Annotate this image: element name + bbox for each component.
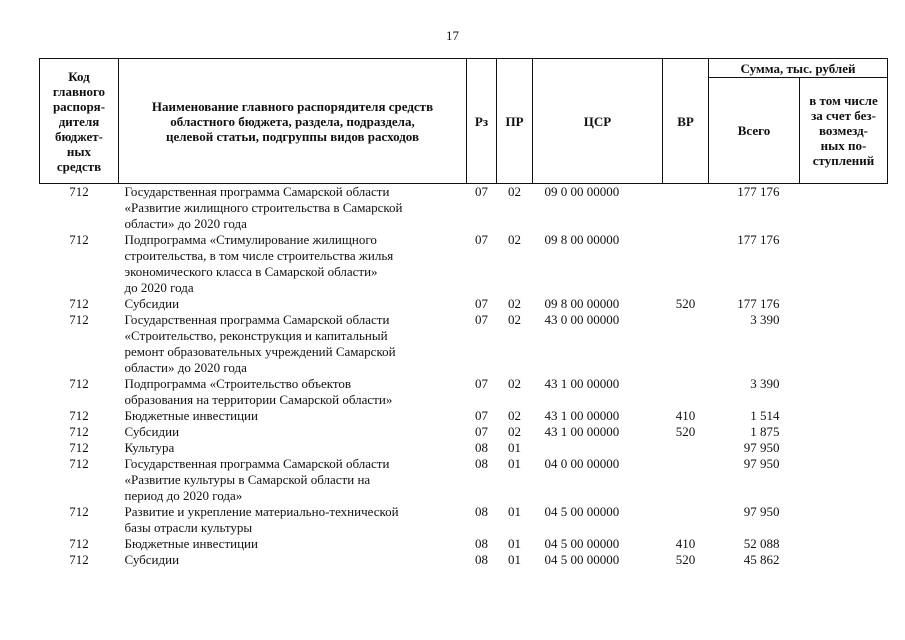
cell-vr: 410: [675, 408, 696, 423]
table-row: [40, 552, 888, 568]
header-name: [119, 59, 467, 184]
cell-name-line: Субсидии: [124, 424, 180, 439]
header-code-line: распоря-: [52, 98, 106, 114]
cell-total: 177 176: [737, 296, 780, 311]
cell-pr: 02: [508, 184, 521, 199]
header-name-line: целевой статьи, подгруппы видов расходов: [165, 128, 420, 144]
cell-code: 712: [69, 184, 89, 199]
cell-name-line: Культура: [124, 440, 175, 455]
cell-name-line: ремонт образовательных учреждений Самарской: [124, 344, 396, 359]
table-row: [40, 312, 888, 376]
cell-name-line: Государственная программа Самарской области: [124, 184, 390, 199]
cell-code: 712: [69, 376, 89, 391]
cell-csr: 04 0 00 00000: [544, 456, 620, 471]
cell-pr: 02: [508, 312, 521, 327]
page-number: 17: [446, 28, 459, 43]
header-total: Всего: [709, 78, 800, 184]
cell-name: [119, 504, 467, 536]
table-row: [40, 232, 888, 296]
cell-code: 712: [69, 440, 89, 455]
cell-csr: 09 0 00 00000: [544, 184, 620, 199]
table-row: [40, 408, 888, 424]
header-free-line: возмезд-: [819, 123, 868, 138]
cell-code: 712: [69, 552, 89, 567]
cell-pr: 02: [508, 232, 521, 247]
cell-pr: 02: [508, 296, 521, 311]
cell-csr: [533, 440, 663, 456]
header-pr: ПР: [497, 59, 533, 184]
cell-total: 1 875: [750, 424, 780, 439]
cell-name: [119, 232, 467, 296]
cell-code: 712: [69, 536, 89, 551]
cell-vr: [663, 440, 709, 456]
budget-table: [39, 58, 888, 568]
cell-name: [119, 456, 467, 504]
cell-free: [800, 408, 888, 424]
table-row: [40, 536, 888, 552]
cell-rz: 07: [475, 296, 488, 311]
cell-free: [800, 456, 888, 504]
cell-rz: 08: [475, 440, 488, 455]
cell-name-line: Бюджетные инвестиции: [124, 408, 258, 423]
cell-name-line: до 2020 года: [124, 280, 194, 295]
table-row: [40, 376, 888, 408]
header-code-line: средств: [56, 158, 102, 174]
table-row: [40, 424, 888, 440]
cell-name: [119, 184, 467, 233]
header-free-line: за счет без-: [811, 108, 876, 123]
cell-csr: 04 5 00 00000: [544, 504, 620, 519]
cell-free: [800, 504, 888, 536]
cell-name: [119, 408, 467, 424]
header-code-line: бюджет-: [54, 128, 103, 144]
cell-total: 97 950: [743, 504, 780, 519]
cell-pr: 02: [508, 408, 521, 423]
cell-free: [800, 552, 888, 568]
cell-name-line: строительства, в том числе строительства жилья: [124, 248, 394, 263]
cell-pr: 02: [508, 424, 521, 439]
cell-pr: 01: [508, 504, 521, 519]
cell-name-line: Подпрограмма «Строительство объектов: [124, 376, 352, 391]
cell-name-line: Субсидии: [124, 296, 180, 311]
header-name-line: Наименование главного распорядителя средств: [151, 98, 434, 114]
cell-csr: 04 5 00 00000: [544, 552, 620, 567]
cell-pr: 01: [508, 440, 521, 455]
header-free-line: в том числе: [809, 93, 878, 108]
cell-name-line: «Строительство, реконструкция и капитальный: [124, 328, 388, 343]
cell-csr: 43 1 00 00000: [544, 376, 620, 391]
cell-vr: [663, 504, 709, 536]
cell-code: 712: [69, 312, 89, 327]
cell-code: 712: [69, 504, 89, 519]
cell-rz: 08: [475, 536, 488, 551]
cell-name-line: Развитие и укрепление материально-технической: [124, 504, 399, 519]
cell-rz: 07: [475, 184, 488, 199]
cell-code: 712: [69, 408, 89, 423]
cell-name-line: Подпрограмма «Стимулирование жилищного: [124, 232, 377, 247]
cell-free: [800, 376, 888, 408]
cell-total: 97 950: [743, 440, 780, 455]
cell-free: [800, 296, 888, 312]
header-code-line: дителя: [58, 113, 100, 129]
cell-name-line: экономического класса в Самарской области»: [124, 264, 378, 279]
cell-name: [119, 552, 467, 568]
header-free: [800, 78, 888, 184]
cell-name-line: Субсидии: [124, 552, 180, 567]
cell-name: [119, 296, 467, 312]
header-sum: Сумма, тыс. рублей: [709, 59, 888, 78]
cell-code: 712: [69, 424, 89, 439]
header-free-line: ных по-: [820, 138, 867, 153]
cell-code: 712: [69, 296, 89, 311]
cell-name: [119, 536, 467, 552]
cell-csr: 43 1 00 00000: [544, 424, 620, 439]
cell-rz: 07: [475, 312, 488, 327]
cell-name-line: Государственная программа Самарской области: [124, 312, 390, 327]
cell-pr: 02: [508, 376, 521, 391]
header-code-line: главного: [52, 83, 106, 99]
cell-csr: 43 1 00 00000: [544, 408, 620, 423]
cell-rz: 08: [475, 456, 488, 471]
cell-name: [119, 440, 467, 456]
cell-total: 177 176: [737, 184, 780, 199]
cell-csr: 09 8 00 00000: [544, 232, 620, 247]
table-body: [40, 184, 888, 569]
cell-pr: 01: [508, 552, 521, 567]
header-free-line: ступлений: [812, 153, 875, 168]
cell-free: [800, 424, 888, 440]
cell-rz: 08: [475, 552, 488, 567]
cell-rz: 07: [475, 424, 488, 439]
cell-vr: [663, 376, 709, 408]
header-code: [40, 59, 119, 184]
cell-name-line: области» до 2020 года: [124, 360, 247, 375]
cell-total: 45 862: [743, 552, 780, 567]
cell-vr: 520: [675, 552, 696, 567]
cell-free: [800, 440, 888, 456]
table-row: [40, 504, 888, 536]
cell-total: 3 390: [750, 312, 780, 327]
cell-pr: 01: [508, 536, 521, 551]
cell-name-line: области» до 2020 года: [124, 216, 247, 231]
cell-total: 177 176: [737, 232, 780, 247]
table-row: [40, 296, 888, 312]
cell-rz: 07: [475, 408, 488, 423]
cell-rz: 08: [475, 504, 488, 519]
cell-pr: 01: [508, 456, 521, 471]
cell-total: 97 950: [743, 456, 780, 471]
cell-csr: 43 0 00 00000: [544, 312, 620, 327]
table-header: [40, 59, 888, 184]
cell-free: [800, 312, 888, 376]
cell-csr: 04 5 00 00000: [544, 536, 620, 551]
cell-vr: 520: [675, 424, 696, 439]
cell-name: [119, 424, 467, 440]
cell-rz: 07: [475, 232, 488, 247]
cell-vr: 410: [675, 536, 696, 551]
cell-rz: 07: [475, 376, 488, 391]
cell-name-line: образования на территории Самарской области»: [124, 392, 393, 407]
cell-total: 52 088: [743, 536, 780, 551]
cell-name-line: Государственная программа Самарской области: [124, 456, 390, 471]
cell-code: 712: [69, 232, 89, 247]
cell-free: [800, 536, 888, 552]
header-name-line: областного бюджета, раздела, подраздела,: [170, 113, 415, 129]
cell-name-line: базы отрасли культуры: [124, 520, 253, 535]
cell-free: [800, 232, 888, 296]
table-row: [40, 184, 888, 233]
cell-name-line: «Развитие жилищного строительства в Самарской: [124, 200, 403, 215]
cell-name-line: период до 2020 года»: [124, 488, 243, 503]
cell-csr: 09 8 00 00000: [544, 296, 620, 311]
cell-vr: [663, 184, 709, 233]
cell-name-line: «Развитие культуры в Самарской области на: [124, 472, 371, 487]
cell-name: [119, 312, 467, 376]
cell-vr: [663, 456, 709, 504]
cell-total: 3 390: [750, 376, 780, 391]
cell-vr: 520: [675, 296, 696, 311]
cell-vr: [663, 312, 709, 376]
cell-vr: [663, 232, 709, 296]
cell-name: [119, 376, 467, 408]
table-row: [40, 456, 888, 504]
header-code-line: ных: [66, 143, 92, 159]
cell-total: 1 514: [750, 408, 780, 423]
table-row: [40, 440, 888, 456]
header-csr: ЦСР: [533, 59, 663, 184]
cell-name-line: Бюджетные инвестиции: [124, 536, 258, 551]
cell-code: 712: [69, 456, 89, 471]
header-rz: Рз: [467, 59, 497, 184]
header-vr: ВР: [663, 59, 709, 184]
cell-free: [800, 184, 888, 233]
header-code-line: Код: [68, 68, 90, 84]
